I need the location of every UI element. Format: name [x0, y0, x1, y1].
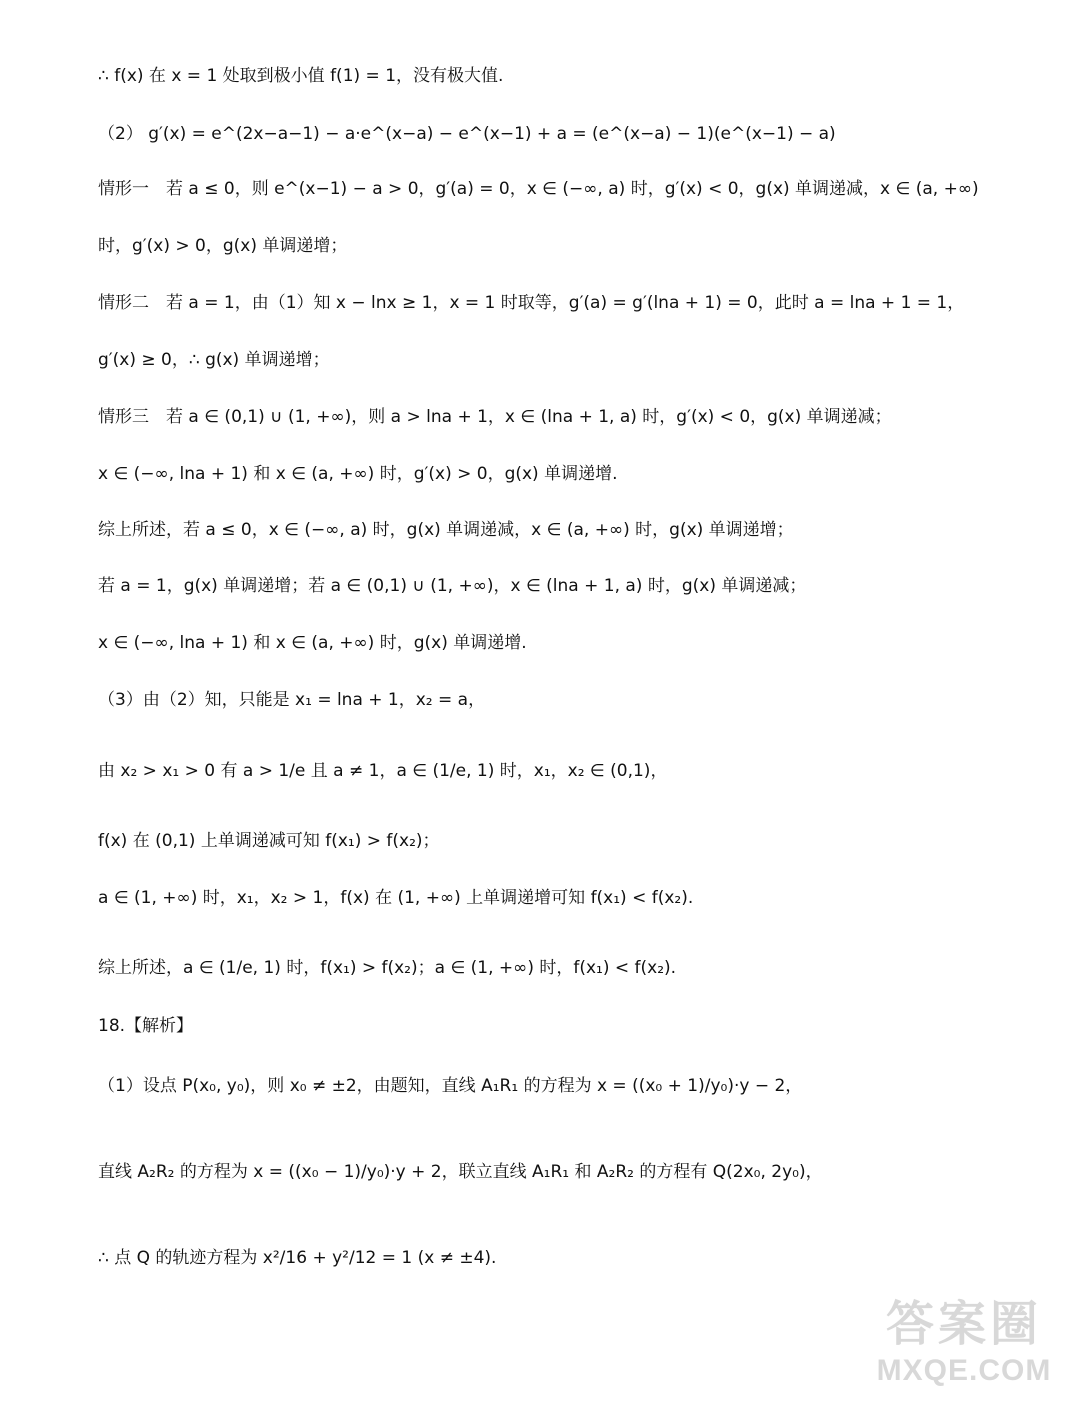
text-line-17: （1）设点 P(x₀, y₀)，则 x₀ ≠ ±2，由题知，直线 A₁R₁ 的方程为 x = ((x₀ + 1)/y₀)·y − 2， — [98, 1076, 803, 1096]
text-line-6: g′(x) ≥ 0，∴ g(x) 单调递增； — [98, 350, 330, 370]
watermark-bottom-text: MXQE.COM — [876, 1354, 1052, 1387]
text-line-2: （2） g′(x) = e^(2x−a−1) − a·e^(x−a) − e^(x−1) + a = (e^(x−a) − 1)(e^(x−1) − a) — [98, 124, 836, 144]
text-line-9: 综上所述，若 a ≤ 0，x ∈ (−∞, a) 时，g(x) 单调递减，x ∈ (a, +∞) 时，g(x) 单调递增； — [98, 520, 794, 540]
text-line-18: 直线 A₂R₂ 的方程为 x = ((x₀ − 1)/y₀)·y + 2，联立直线 A₁R₁ 和 A₂R₂ 的方程有 Q(2x₀, 2y₀)， — [98, 1162, 823, 1182]
watermark-top-text: 答案圈 — [885, 1296, 1042, 1352]
text-line-16: 综上所述，a ∈ (1/e, 1) 时，f(x₁) > f(x₂)；a ∈ (1, +∞) 时，f(x₁) < f(x₂). — [98, 958, 677, 978]
text-line-3: 情形一 若 a ≤ 0，则 e^(x−1) − a > 0，g′(a) = 0，x ∈ (−∞, a) 时，g′(x) < 0，g(x) 单调递减，x ∈ (a, +∞) — [98, 179, 979, 199]
text-line-13: 由 x₂ > x₁ > 0 有 a > 1/e 且 a ≠ 1，a ∈ (1/e, 1) 时，x₁，x₂ ∈ (0,1)， — [98, 761, 668, 781]
watermark-logo — [864, 1295, 1064, 1405]
text-line-5: 情形二 若 a = 1，由（1）知 x − lnx ≥ 1，x = 1 时取等，g′(a) = g′(lna + 1) = 0，此时 a = lna + 1 = 1， — [98, 293, 965, 313]
text-line-10: 若 a = 1，g(x) 单调递增；若 a ∈ (0,1) ∪ (1, +∞)，x ∈ (lna + 1, a) 时，g(x) 单调递减； — [98, 576, 807, 596]
text-line-1: ∴ f(x) 在 x = 1 处取到极小值 f(1) = 1，没有极大值. — [98, 66, 504, 86]
text-line-11: x ∈ (−∞, lna + 1) 和 x ∈ (a, +∞) 时，g(x) 单调递增. — [98, 633, 527, 653]
text-line-4: 时，g′(x) > 0，g(x) 单调递增； — [98, 236, 348, 256]
text-line-14: f(x) 在 (0,1) 上单调递减可知 f(x₁) > f(x₂)； — [98, 831, 440, 851]
text-line-19: ∴ 点 Q 的轨迹方程为 x²/16 + y²/12 = 1 (x ≠ ±4). — [98, 1248, 497, 1268]
text-line-8: x ∈ (−∞, lna + 1) 和 x ∈ (a, +∞) 时，g′(x) > 0，g(x) 单调递增. — [98, 464, 618, 484]
section-heading-18: 18.【解析】 — [98, 1016, 194, 1036]
text-line-12: （3）由（2）知，只能是 x₁ = lna + 1，x₂ = a， — [98, 690, 486, 710]
text-line-15: a ∈ (1, +∞) 时，x₁，x₂ > 1，f(x) 在 (1, +∞) 上单调递增可知 f(x₁) < f(x₂). — [98, 888, 694, 908]
text-line-7: 情形三 若 a ∈ (0,1) ∪ (1, +∞)，则 a > lna + 1，x ∈ (lna + 1, a) 时，g′(x) < 0，g(x) 单调递减； — [98, 407, 892, 427]
